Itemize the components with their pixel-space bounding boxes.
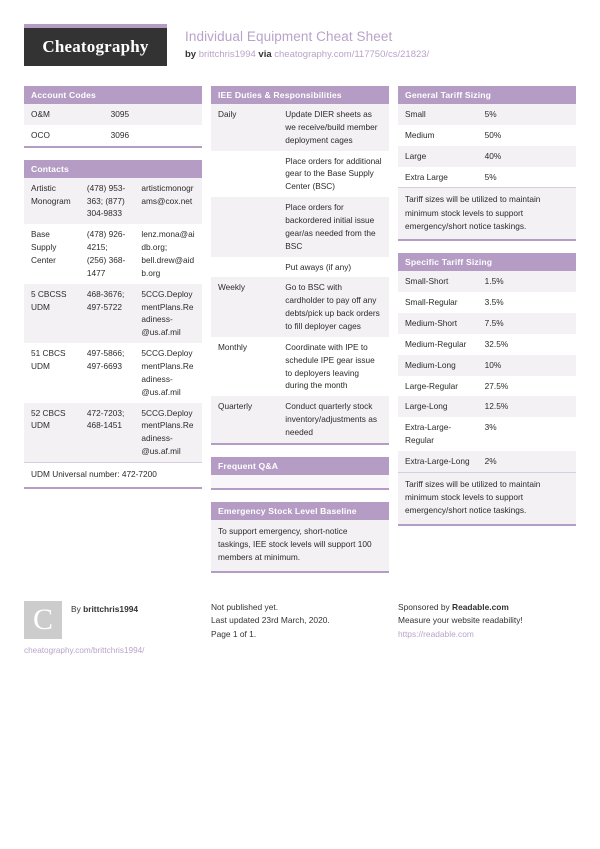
table-row	[398, 167, 576, 188]
duty-period	[211, 257, 278, 278]
account-code-value: 3095	[104, 104, 202, 125]
iee-duties-table	[211, 104, 389, 443]
contact-email[interactable]: 5CCG.DeploymentPlans.Readiness-@us.af.mil	[134, 343, 202, 402]
general-tariff-note: Tariff sizes will be utilized to maintain minimum stock levels to support emergency/short notice taskings.	[398, 188, 576, 239]
block-header-account-codes: Account Codes	[24, 86, 202, 104]
tariff-size: Extra-Large-Long	[398, 451, 478, 472]
duty-period: Monthly	[211, 337, 278, 396]
table-row	[211, 257, 389, 278]
duty-task: Coordinate with IPE to schedule IPE gear issue to deployers leaving during the month	[278, 337, 389, 396]
contact-email[interactable]: lenz.mona@aidb.org; bell.drew@aidb.org	[134, 224, 202, 283]
duty-period	[211, 151, 278, 198]
table-row	[211, 277, 389, 336]
contact-name: Base Supply Center	[24, 224, 80, 283]
tariff-percent: 40%	[478, 146, 576, 167]
sponsor-url[interactable]: https://readable.com	[398, 628, 474, 639]
contact-phone: 472-7203; 468-1451	[80, 403, 134, 462]
account-code-value: 3096	[104, 125, 202, 146]
duty-period: Quarterly	[211, 396, 278, 443]
table-row	[398, 292, 576, 313]
table-row	[211, 104, 389, 151]
tariff-percent: 27.5%	[478, 376, 576, 397]
tariff-percent: 3%	[478, 417, 576, 451]
byline	[185, 49, 429, 62]
column-right	[398, 86, 576, 538]
footer-author-url[interactable]: cheatography.com/brittchris1994/	[24, 645, 145, 655]
table-row	[24, 343, 202, 402]
tariff-percent: 3.5%	[478, 292, 576, 313]
tariff-percent: 7.5%	[478, 313, 576, 334]
footer-author-name: brittchris1994	[83, 603, 139, 614]
table-row	[398, 376, 576, 397]
account-code-name: OCO	[24, 125, 104, 146]
duty-period: Daily	[211, 104, 278, 151]
tariff-size: Medium	[398, 125, 478, 146]
table-row	[398, 146, 576, 167]
contact-phone: (478) 926-4215; (256) 368-1477	[80, 224, 134, 283]
contact-email[interactable]: 5CCG.DeploymentPlans.Readiness-@us.af.mil	[134, 284, 202, 343]
specific-tariff-note: Tariff sizes will be utilized to maintain minimum stock levels to support emergency/short notice taskings.	[398, 473, 576, 524]
last-updated: Last updated 23rd March, 2020.	[211, 615, 330, 626]
tariff-size: Small	[398, 104, 478, 125]
duty-period: Weekly	[211, 277, 278, 336]
block-header-emergency-stock: Emergency Stock Level Baseline	[211, 502, 389, 520]
duty-task: Place orders for additional gear to the Base Supply Center (BSC)	[278, 151, 389, 198]
author-row	[24, 601, 202, 639]
table-row	[211, 337, 389, 396]
duty-period	[211, 197, 278, 256]
table-row	[24, 403, 202, 462]
general-tariff-table	[398, 104, 576, 187]
frequent-qa-empty-body	[211, 475, 389, 488]
table-row	[211, 151, 389, 198]
contact-email[interactable]: 5CCG.DeploymentPlans.Readiness-@us.af.mil	[134, 403, 202, 462]
sponsor-line	[398, 601, 598, 615]
table-row	[398, 271, 576, 292]
block-header-iee-duties: IEE Duties & Responsibilities	[211, 86, 389, 104]
contact-phone: 497-5866; 497-6693	[80, 343, 134, 402]
header-titles	[167, 24, 429, 62]
tariff-size: Large-Long	[398, 396, 478, 417]
tariff-size: Medium-Regular	[398, 334, 478, 355]
table-row	[398, 334, 576, 355]
tariff-size: Small-Regular	[398, 292, 478, 313]
table-row	[211, 197, 389, 256]
table-row	[24, 104, 202, 125]
source-url-link[interactable]: cheatography.com/117750/cs/21823/	[274, 49, 430, 61]
footer-publish-col	[211, 601, 389, 655]
tariff-size: Large	[398, 146, 478, 167]
footer-by-label: By	[71, 603, 81, 614]
tariff-percent: 10%	[478, 355, 576, 376]
account-codes-table	[24, 104, 202, 146]
duty-task: Update DIER sheets as we receive/build member deployment cages	[278, 104, 389, 151]
tariff-size: Extra Large	[398, 167, 478, 188]
block-general-tariff	[398, 86, 576, 241]
block-header-frequent-qa: Frequent Q&A	[211, 457, 389, 475]
duty-task: Place orders for backordered initial issue gear/as needed from the BSC	[278, 197, 389, 256]
table-row	[398, 396, 576, 417]
table-row	[211, 396, 389, 443]
contacts-note: UDM Universal number: 472-7200	[24, 463, 202, 487]
publish-status: Not published yet.	[211, 601, 279, 612]
cheatography-logo[interactable]	[24, 24, 167, 66]
page-number: Page 1 of 1.	[211, 628, 257, 639]
duty-task: Go to BSC with cardholder to pay off any debts/pick up back orders to fill deployer cages	[278, 277, 389, 336]
table-row	[398, 417, 576, 451]
sponsor-name[interactable]: Readable.com	[452, 601, 509, 612]
emergency-stock-body: To support emergency, short-notice taskings, IEE stock levels will support 100 members at minimum.	[211, 520, 389, 571]
page-footer	[0, 585, 600, 655]
table-row	[398, 104, 576, 125]
avatar: C	[24, 601, 62, 639]
tariff-percent: 1.5%	[478, 271, 576, 292]
tariff-percent: 2%	[478, 451, 576, 472]
duty-task: Conduct quarterly stock inventory/adjustments as needed	[278, 396, 389, 443]
table-row	[24, 178, 202, 225]
table-row	[24, 224, 202, 283]
block-contacts	[24, 160, 202, 490]
columns-container	[0, 56, 600, 585]
author-link[interactable]: brittchris1994	[198, 49, 256, 61]
tariff-percent: 32.5%	[478, 334, 576, 355]
footer-author-col	[24, 601, 202, 655]
contact-name: 51 CBCS UDM	[24, 343, 80, 402]
table-row	[398, 355, 576, 376]
tariff-percent: 12.5%	[478, 396, 576, 417]
tariff-percent: 50%	[478, 125, 576, 146]
block-specific-tariff	[398, 253, 576, 525]
contact-phone: (478) 953-363; (877) 304-9833	[80, 178, 134, 225]
table-row	[398, 125, 576, 146]
sponsor-prefix: Sponsored by	[398, 601, 450, 612]
tariff-percent: 5%	[478, 104, 576, 125]
contacts-table	[24, 178, 202, 462]
block-header-contacts: Contacts	[24, 160, 202, 178]
contact-phone: 468-3676; 497-5722	[80, 284, 134, 343]
page-title: Individual Equipment Cheat Sheet	[185, 29, 393, 44]
contact-email[interactable]: artisticmonograms@cox.net	[134, 178, 202, 225]
contact-name: 52 CBCS UDM	[24, 403, 80, 462]
logo-text: Cheatography	[42, 37, 149, 56]
block-frequent-qa	[211, 457, 389, 490]
by-label: by	[185, 49, 197, 61]
tariff-size: Small-Short	[398, 271, 478, 292]
author-meta	[62, 601, 138, 616]
block-header-specific-tariff: Specific Tariff Sizing	[398, 253, 576, 271]
contact-name: Artistic Monogram	[24, 178, 80, 225]
specific-tariff-table	[398, 271, 576, 472]
block-iee-duties	[211, 86, 389, 445]
block-emergency-stock	[211, 502, 389, 573]
via-label: via	[258, 49, 272, 61]
tariff-size: Extra-Large-Regular	[398, 417, 478, 451]
contact-name: 5 CBCSS UDM	[24, 284, 80, 343]
block-header-general-tariff: General Tariff Sizing	[398, 86, 576, 104]
tariff-size: Medium-Short	[398, 313, 478, 334]
table-row	[24, 284, 202, 343]
table-row	[24, 125, 202, 146]
tariff-percent: 5%	[478, 167, 576, 188]
block-account-codes	[24, 86, 202, 148]
account-code-name: O&M	[24, 104, 104, 125]
duty-task: Put aways (if any)	[278, 257, 389, 278]
table-row	[398, 451, 576, 472]
column-left	[24, 86, 202, 501]
page-header	[0, 0, 600, 61]
tariff-size: Medium-Long	[398, 355, 478, 376]
tariff-size: Large-Regular	[398, 376, 478, 397]
table-row	[398, 313, 576, 334]
footer-sponsor-col	[398, 601, 598, 655]
column-middle	[211, 86, 389, 585]
sponsor-tagline: Measure your website readability!	[398, 615, 523, 626]
